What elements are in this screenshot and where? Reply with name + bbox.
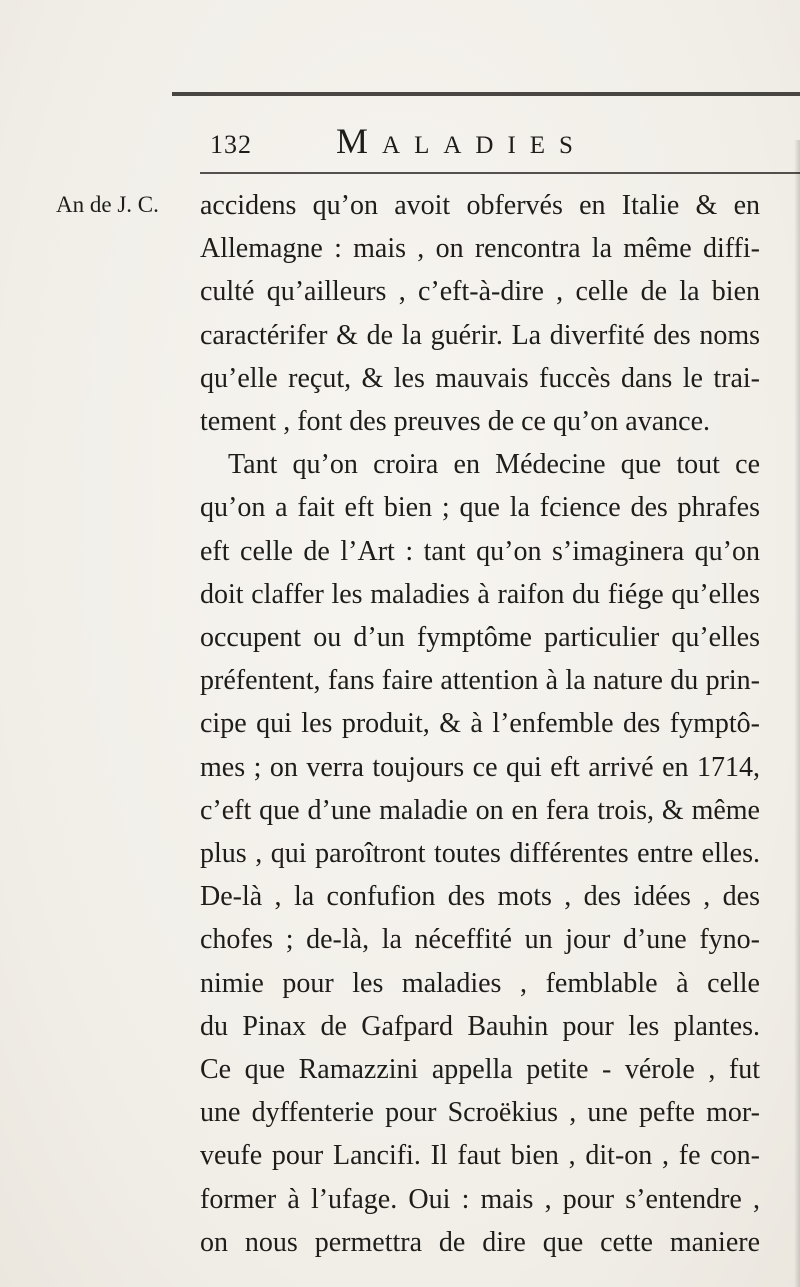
text-line: eft celle de l’Art : tant qu’on s’imaginera qu’on (200, 535, 760, 567)
text-line: du Pinax de Gafpard Bauhin pour les plantes. (200, 1010, 760, 1042)
text-line: une dyffenterie pour Scroëkius , une pefte mor- (200, 1097, 760, 1129)
text-line: nimie pour les maladies , femblable à celle (200, 967, 760, 999)
text-line: qu’on a fait eft bien ; que la fcience des phrafes (200, 492, 760, 524)
page-header (0, 104, 800, 161)
text-line: plus , qui paroîtront toutes différentes entre elles. (200, 838, 760, 870)
text-line: caractérifer & de la guérir. La diverfité des noms (200, 319, 760, 351)
text-line: mes ; on verra toujours ce qui eft arrivé en 1714, (200, 751, 760, 783)
text-line: veufe pour Lancifi. Il faut bien , dit-on , fe con- (200, 1140, 760, 1172)
header-rule (200, 172, 800, 174)
text-line: Tant qu’on croira en Médecine que tout ce (228, 449, 760, 481)
text-line: Ce que Ramazzini appella petite - vérole , fut (200, 1054, 760, 1086)
margin-note-year: An de J. C. (56, 192, 159, 217)
text-line: former à l’ufage. Oui : mais , pour s’entendre , (200, 1183, 760, 1215)
top-rule (172, 92, 800, 96)
text-line: culté qu’ailleurs , c’eft-à-dire , celle de la bien (200, 276, 760, 308)
page-number: 132 (210, 130, 252, 159)
text-line: Allemagne : mais , on rencontra la même diffi- (200, 233, 760, 265)
text-line: occupent ou d’un fymptôme particulier qu’elles (200, 622, 760, 654)
text-line: chofes ; de-là, la néceffité un jour d’une fyno- (200, 924, 760, 956)
text-line: préfentent, fans faire attention à la nature du prin- (200, 665, 760, 697)
text-line: c’eft que d’une maladie on en fera trois, & même (200, 794, 760, 826)
page-edge-shadow (794, 140, 800, 1287)
running-head: Maladies (336, 121, 587, 161)
text-line: accidens qu’on avoit obfervés en Italie & en (200, 190, 760, 221)
text-line: tement , font des preuves de ce qu’on avance. (200, 406, 711, 438)
text-line: cipe qui les produit, & à l’enfemble des fymptô- (200, 708, 760, 740)
text-line: qu’elle reçut, & les mauvais fuccès dans le trai- (200, 362, 760, 394)
text-line: De-là , la confufion des mots , des idées , des (200, 881, 760, 913)
body-text (200, 184, 760, 1264)
text-line: on nous permettra de dire que cette maniere (200, 1226, 760, 1258)
text-line: doit claffer les maladies à raifon du fiége qu’elles (200, 578, 760, 610)
